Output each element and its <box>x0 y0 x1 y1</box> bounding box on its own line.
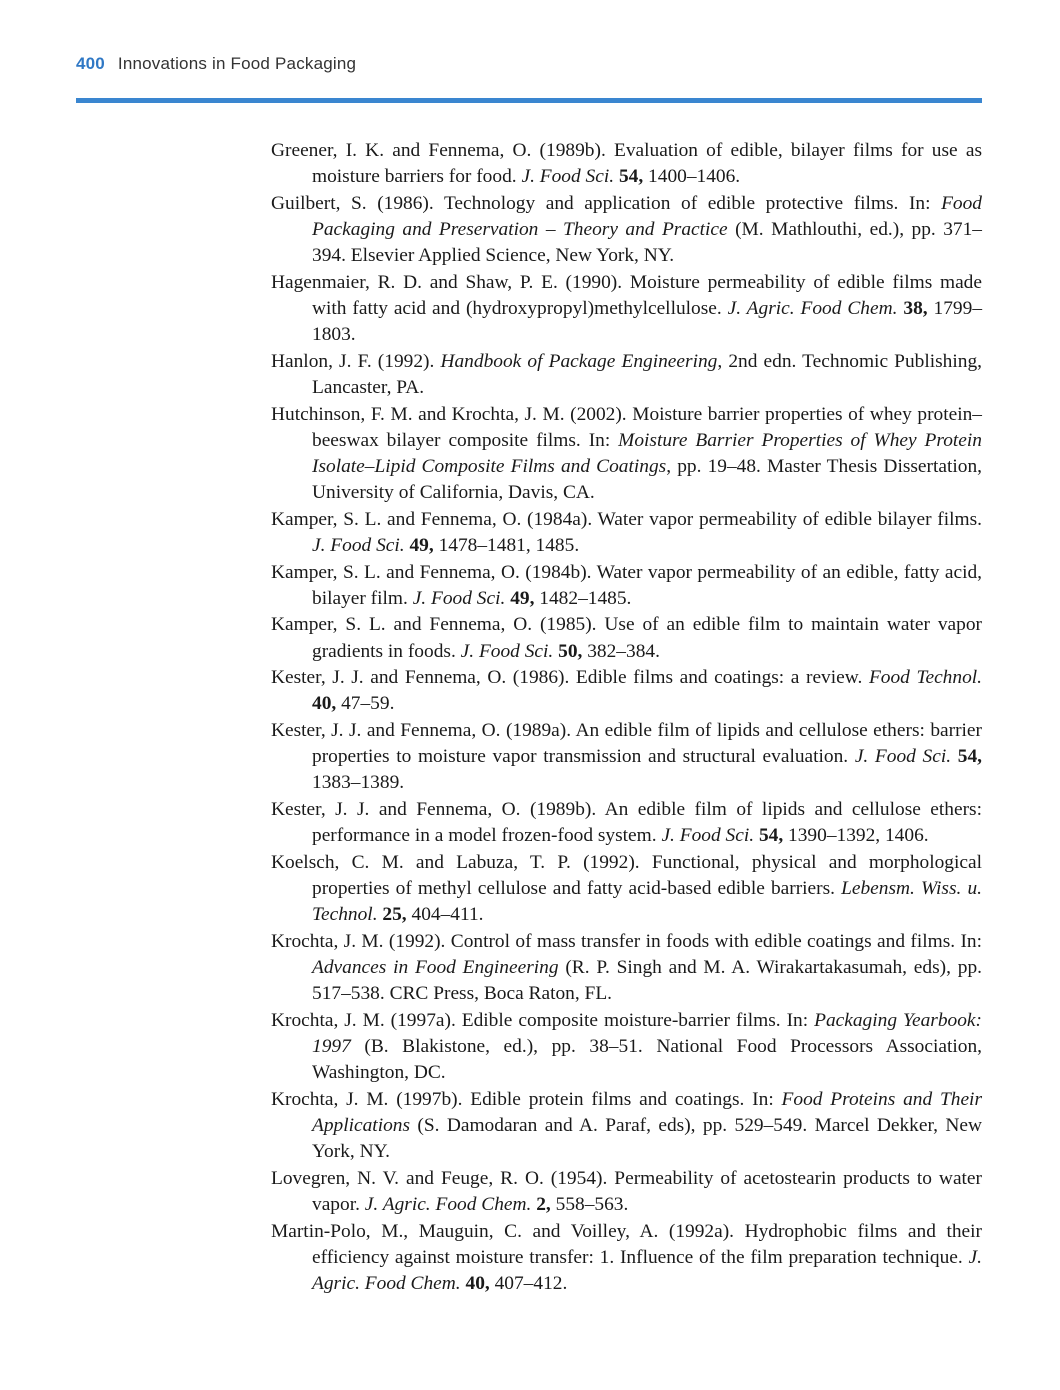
reference-text: Kamper, S. L. and Fennema, O. (1984a). Water vapor permeability of edible bilayer films. <box>271 508 982 530</box>
reference-text: Greener, I. K. and Fennema, O. (1989b). Evaluation of edible, bilayer films for use as moisture barriers for food. <box>271 140 982 188</box>
reference-entry <box>271 507 982 559</box>
reference-text: (B. Blakistone, ed.), pp. 38–51. National Food Processors Association, Washington, DC. <box>312 1035 982 1084</box>
reference-entry <box>271 665 982 717</box>
page-number: 400 <box>76 54 105 73</box>
reference-volume: 2, <box>536 1193 551 1215</box>
reference-text: , 2nd edn. Technomic Publishing, Lancaster, PA. <box>312 350 982 398</box>
reference-text: Martin-Polo, M., Mauguin, C. and Voilley, A. (1992a). Hydrophobic films and their efficiency against moisture transfer: 1. Influence of the film preparation technique. <box>271 1220 982 1268</box>
reference-text: Kester, J. J. and Fennema, O. (1989b). An edible film of lipids and cellulose ethers: performance in a model frozen-food system. <box>271 798 982 847</box>
reference-title-italic: J. Agric. Food Chem. <box>727 298 898 319</box>
reference-entry <box>271 138 982 190</box>
reference-volume: 54, <box>758 825 784 847</box>
header-rule <box>76 98 982 103</box>
reference-entry <box>271 1008 982 1087</box>
reference-title-italic: Packaging Yearbook: 1997 <box>312 1009 982 1057</box>
reference-volume: 54, <box>957 746 982 768</box>
reference-text: 1478–1481, 1485. <box>433 535 580 556</box>
reference-title-italic: Advances in Food Engineering <box>312 956 559 978</box>
reference-text: , pp. 19–48. Master Thesis Dissertation, University of California, Davis, CA. <box>312 456 982 504</box>
reference-text: 558–563. <box>550 1193 629 1215</box>
reference-text: 1390–1392, 1406. <box>783 825 929 847</box>
reference-text <box>951 746 958 767</box>
reference-volume: 49, <box>409 535 434 556</box>
reference-volume: 25, <box>382 904 407 926</box>
reference-text: 1482–1485. <box>534 587 632 609</box>
reference-entry <box>271 191 982 270</box>
reference-text: Guilbert, S. (1986). Technology and application of edible protective films. In: <box>271 192 942 214</box>
reference-volume: 38, <box>903 298 928 319</box>
reference-text: (S. Damodaran and A. Paraf, eds), pp. 529–549. Marcel Dekker, New York, NY. <box>312 1114 982 1163</box>
reference-entry <box>271 797 982 849</box>
reference-volume: 40, <box>465 1272 490 1294</box>
running-title: Innovations in Food Packaging <box>117 54 357 73</box>
reference-text: Lovegren, N. V. and Feuge, R. O. (1954). Permeability of acetostearin products to water vapor. <box>271 1167 982 1215</box>
reference-title-italic: Food Packaging and Preservation – Theory and Practice <box>312 192 982 240</box>
reference-text: 404–411. <box>406 904 484 926</box>
reference-title-italic: J. Food Sci. <box>460 640 554 662</box>
reference-text: Kester, J. J. and Fennema, O. (1986). Edible films and coatings: a review. <box>271 667 869 689</box>
reference-text: 47–59. <box>336 693 395 715</box>
reference-text: Krochta, J. M. (1997b). Edible protein films and coatings. In: <box>271 1088 782 1110</box>
reference-title-italic: J. Food Sci. <box>661 825 755 847</box>
reference-title-italic: Handbook of Package Engineering <box>440 350 718 372</box>
reference-title-italic: Lebensm. Wiss. u. Technol. <box>312 877 982 926</box>
reference-volume: 50, <box>558 640 583 662</box>
reference-text: Kamper, S. L. and Fennema, O. (1984b). Water vapor permeability of an edible, fatty acid, bilayer film. <box>271 561 982 609</box>
reference-title-italic: J. Food Sci. <box>521 166 615 188</box>
reference-text: (R. P. Singh and M. A. Wirakartakasumah, eds), pp. 517–538. CRC Press, Boca Raton, FL. <box>312 956 982 1005</box>
reference-entry <box>271 929 982 1008</box>
reference-text: Kester, J. J. and Fennema, O. (1989a). An edible film of lipids and cellulose ethers: barrier properties to moisture vapor transmission and structural evaluation. <box>271 719 982 768</box>
reference-text: 1383–1389. <box>312 772 405 794</box>
reference-list <box>271 138 982 1298</box>
reference-text: Kamper, S. L. and Fennema, O. (1985). Use of an edible film to maintain water vapor gradients in foods. <box>271 614 982 662</box>
reference-text: 1799–1803. <box>312 298 983 346</box>
reference-title-italic: Food Technol. <box>868 667 982 689</box>
reference-entry <box>271 560 982 612</box>
reference-entry <box>271 612 982 664</box>
reference-volume: 40, <box>312 693 337 715</box>
reference-entry <box>271 1219 982 1298</box>
reference-text: 1400–1406. <box>643 166 741 188</box>
reference-volume: 49, <box>510 587 535 609</box>
reference-entry <box>271 850 982 929</box>
reference-text: 407–412. <box>489 1272 568 1294</box>
running-header <box>76 54 356 74</box>
reference-text: 382–384. <box>582 640 660 662</box>
reference-entry <box>271 718 982 797</box>
reference-volume: 54, <box>618 166 644 188</box>
reference-entry <box>271 402 982 507</box>
reference-text: (M. Mathlouthi, ed.), pp. 371–394. Elsevier Applied Science, New York, NY. <box>312 219 982 267</box>
reference-title-italic: J. Agric. Food Chem. <box>312 1246 982 1294</box>
reference-title-italic: J. Agric. Food Chem. <box>364 1193 532 1215</box>
reference-text: Koelsch, C. M. and Labuza, T. P. (1992). Functional, physical and morphological properties of methyl cellulose and fatty acid-based edible barriers. <box>271 851 982 899</box>
reference-title-italic: J. Food Sci. <box>312 535 405 556</box>
reference-text: Hagenmaier, R. D. and Shaw, P. E. (1990). Moisture permeability of edible films made with fatty acid and (hydroxypropyl)methylcellulose. <box>271 271 982 319</box>
reference-text: Krochta, J. M. (1992). Control of mass transfer in foods with edible coatings and films. In: <box>271 930 982 952</box>
reference-text: Hutchinson, F. M. and Krochta, J. M. (2002). Moisture barrier properties of whey protein–beeswax bilayer composite films. In: <box>271 403 982 451</box>
reference-title-italic: J. Food Sci. <box>854 746 952 768</box>
reference-text: Krochta, J. M. (1997a). Edible composite moisture-barrier films. In: <box>271 1009 815 1031</box>
reference-title-italic: Moisture Barrier Properties of Whey Protein Isolate–Lipid Composite Films and Coatings <box>312 429 982 477</box>
reference-title-italic: J. Food Sci. <box>412 587 506 609</box>
reference-text: Hanlon, J. F. (1992). <box>271 350 441 372</box>
reference-entry <box>271 1087 982 1166</box>
reference-entry <box>271 349 982 401</box>
reference-entry <box>271 1166 982 1218</box>
reference-title-italic: Food Proteins and Their Applications <box>312 1088 982 1136</box>
reference-entry <box>271 270 982 349</box>
